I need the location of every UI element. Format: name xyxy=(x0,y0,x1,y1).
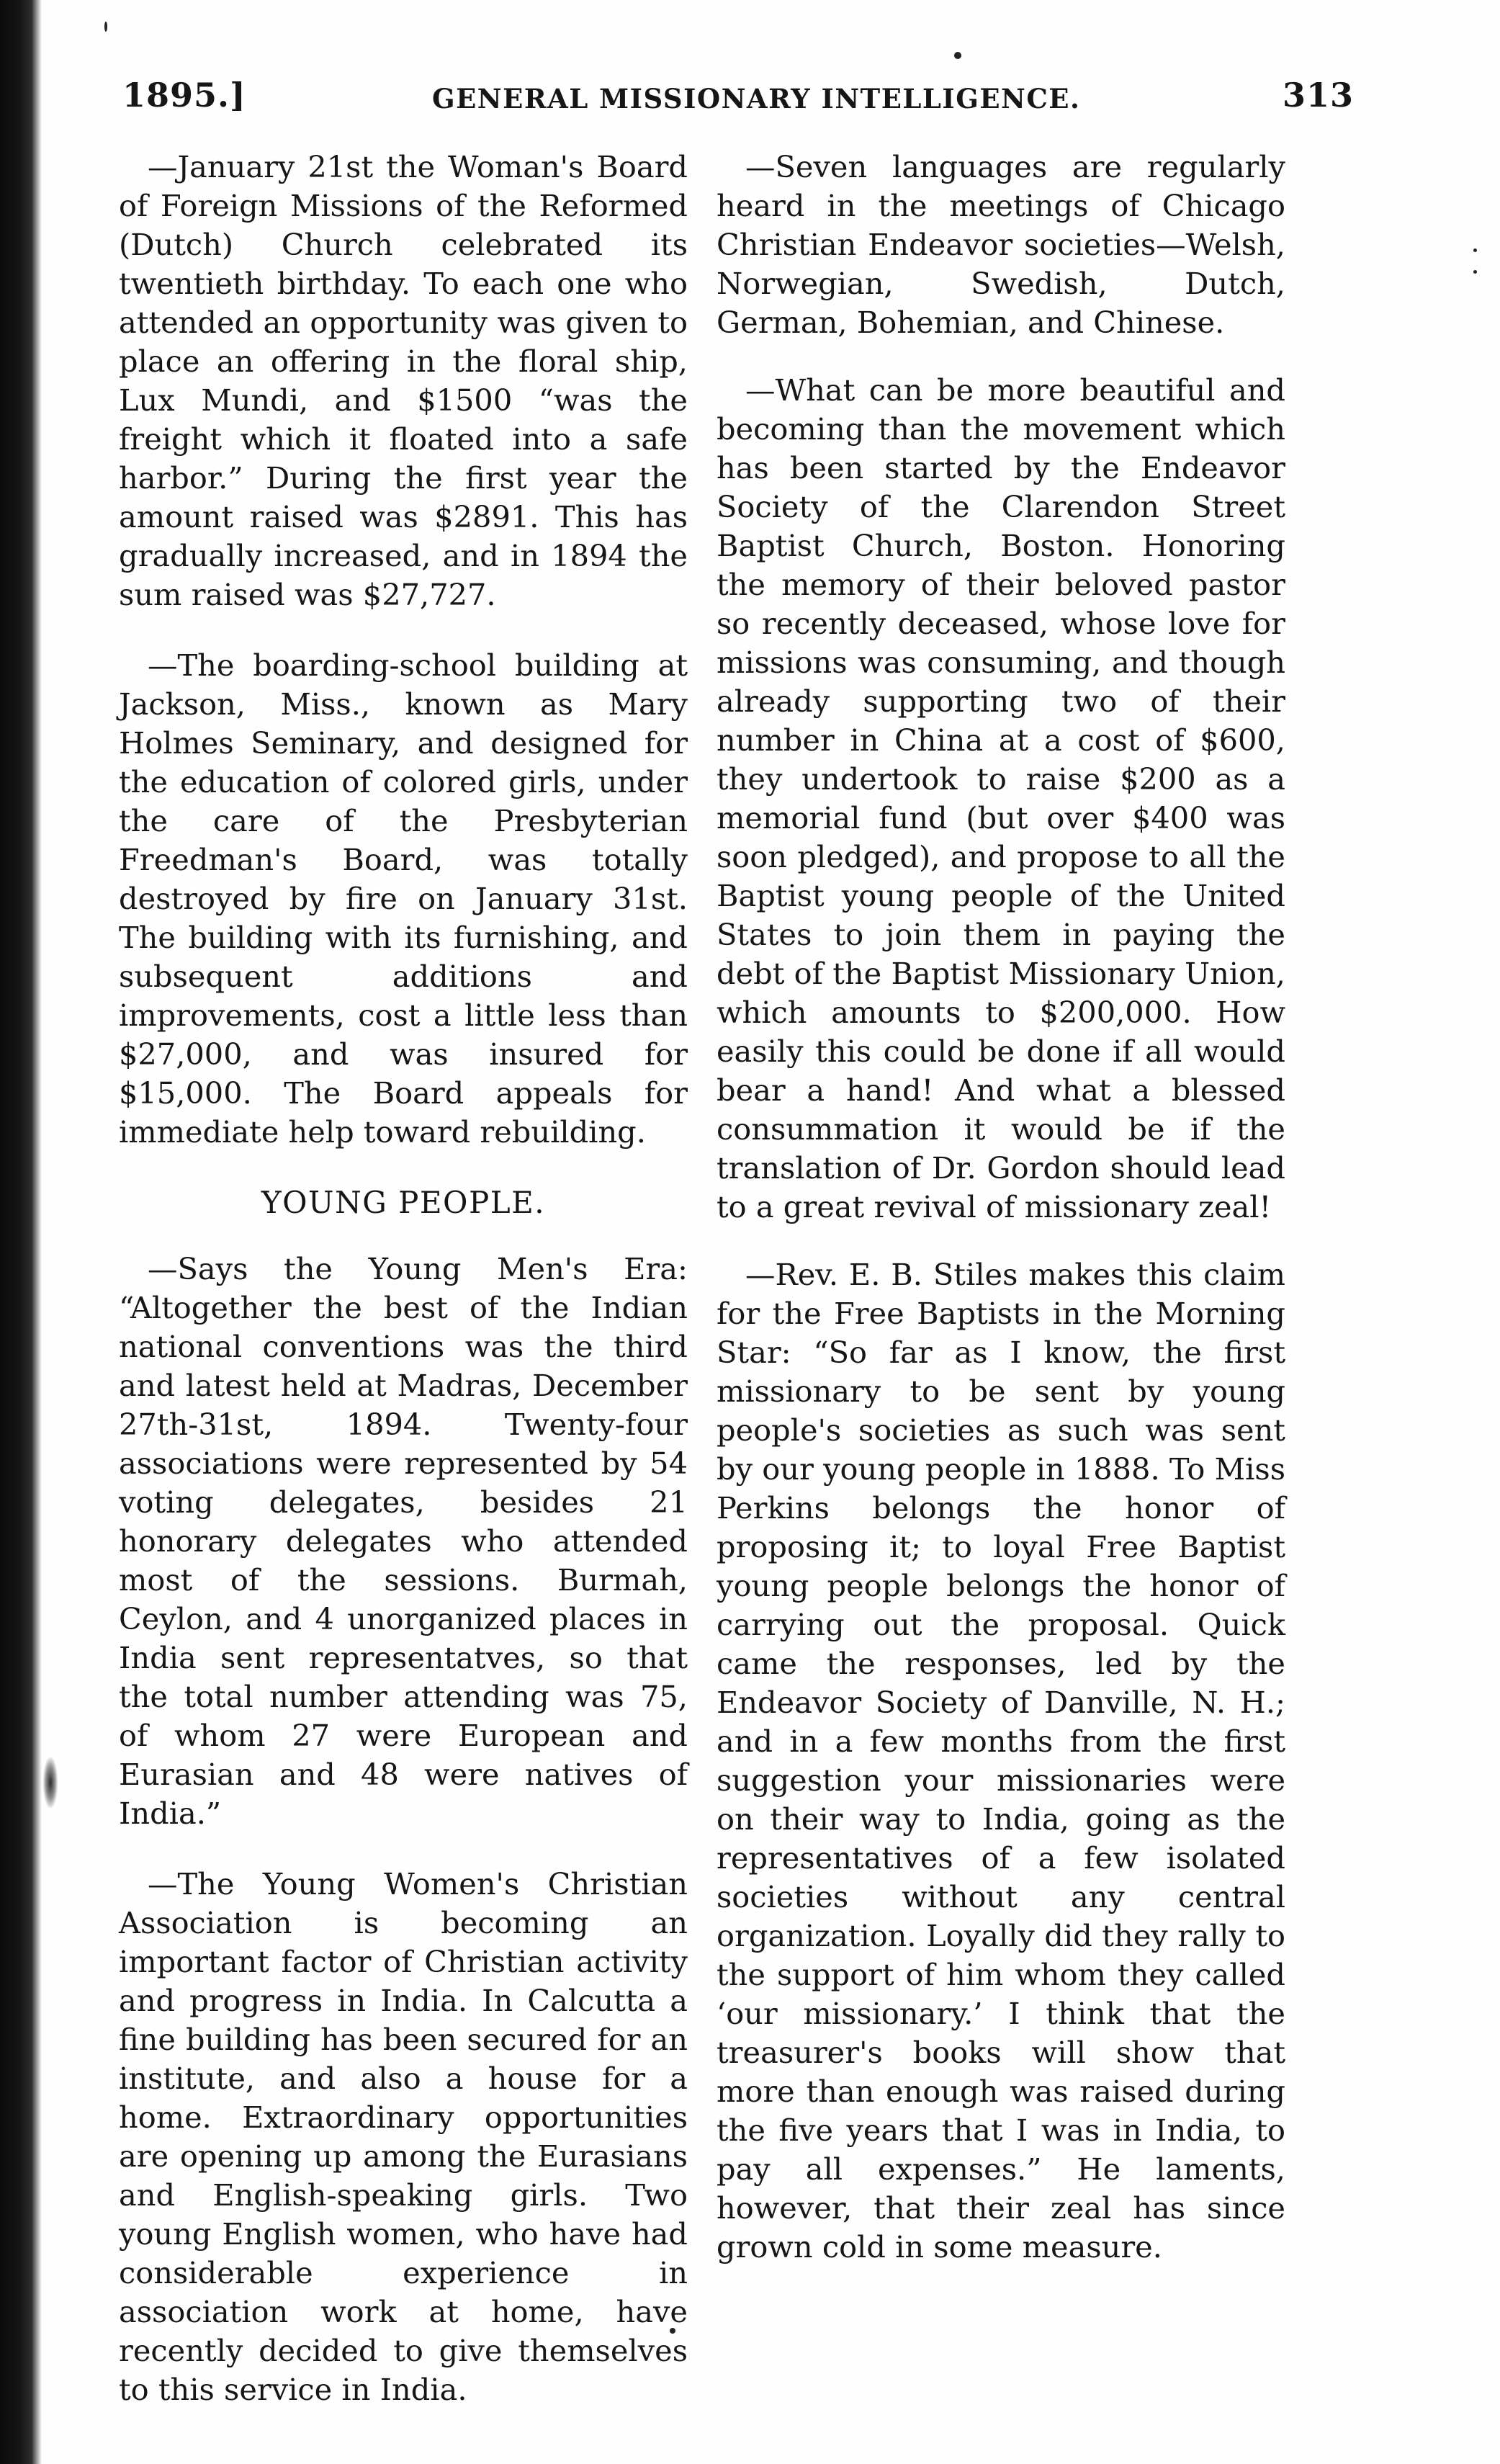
paragraph-young-mens-era: —Says the Young Men's Era: “Altogether the best of the Indian national conventions was the third and latest held at Madras, December 27th-31st, 1894. Twenty-four associations were represented by 54 voting delegates, besides 21 honorary delegates who attended most of the sessions. Burmah, Ceylon, and 4 unorganized places in India sent representatves, so that the total number attending was 75, of whom 27 were European and Eurasian and 48 were natives of India.” xyxy=(119,1251,688,1831)
paragraph-boarding-school-fire: —The boarding-school building at Jackson, Miss., known as Mary Holmes Seminary, and designed for the education of colored girls, under the care of the Presbyterian Freedman's Board, was totally destroyed by fire on January 31st. The building with its furnishing, and subsequent additions and improvements, cost a little less than $27,000, and was insured for $15,000. The Board appeals for immediate help toward rebuilding. xyxy=(119,648,688,1150)
paragraph-free-baptists: —Rev. E. B. Stiles makes this claim for the Free Baptists in the Morning Star: “So far as I know, the first missionary to be sent by young people's societies as such was sent by our young people in 1888. To Miss Perkins belongs the honor of proposing it; to loyal Free Baptist young people belongs the honor of carrying out the proposal. Quick came the responses, led by the Endeavor Society of Danville, N. H.; and in a few months from the first suggestion your missionaries were on their way to India, going as the representatives of a few isolated societies without any central organization. Loyally did they rally to the support of him whom they called ‘our missionary.’ I think that the treasurer's books will show that more than enough was raised during the five years that I was in India, to pay all expenses.” He laments, however, that their zeal has since grown cold in some measure. xyxy=(717,1257,1285,2264)
header-year: 1895.] xyxy=(122,76,246,115)
running-header xyxy=(122,76,1354,126)
print-speck xyxy=(954,52,961,59)
paragraph-seven-languages: —Seven languages are regularly heard in the meetings of Chicago Christian Endeavor societies—Welsh, Norwegian, Swedish, Dutch, German, Bohemian, and Chinese. xyxy=(717,149,1285,340)
paragraph-ywca-india: —The Young Women's Christian Association is becoming an important factor of Christian activity and progress in India. In Calcutta a fine building has been secured for an institute, and also a house for a home. Extraordinary opportunities are opening up among the Eurasians and English-speaking girls. Two young English women, who have had considerable experience in association work at home, have recently decided to give themselves to this service in India. xyxy=(119,1866,688,2407)
binding-shadow xyxy=(0,0,42,2464)
section-heading-young-people: YOUNG PEOPLE. xyxy=(261,1185,546,1220)
paragraph-womans-board: —January 21st the Woman's Board of Foreign Missions of the Reformed (Dutch) Church celebrated its twentieth birthday. To each one who attended an opportunity was given to place an offering in the floral ship, Lux Mundi, and $1500 “was the freight which it floated into a safe harbor.” During the first year the amount raised was $2891. This has gradually increased, and in 1894 the sum raised was $27,727. xyxy=(119,149,688,612)
print-speck xyxy=(104,22,107,32)
page-number: 313 xyxy=(1282,76,1354,115)
binding-mark xyxy=(43,1757,58,1808)
paragraph-clarendon-street: —What can be more beautiful and becoming than the movement which has been started by the Endeavor Society of the Clarendon Street Baptist Church, Boston. Honoring the memory of their beloved pastor so recently deceased, whose love for missions was consuming, and though already supporting two of their number in China at a cost of $600, they undertook to raise $200 as a memorial fund (but over $400 was soon pledged), and propose to all the Baptist young people of the United States to join them in paying the debt of the Baptist Missionary Union, which amounts to $200,000. How easily this could be done if all would bear a hand! And what a blessed consummation it would be if the translation of Dr. Gordon should lead to a great revival of missionary zeal! xyxy=(717,372,1285,1224)
left-column xyxy=(119,148,688,2441)
print-speck xyxy=(1473,270,1477,274)
header-title: GENERAL MISSIONARY INTELLIGENCE. xyxy=(432,83,1081,115)
right-column xyxy=(717,148,1285,2298)
print-speck xyxy=(1473,248,1477,252)
